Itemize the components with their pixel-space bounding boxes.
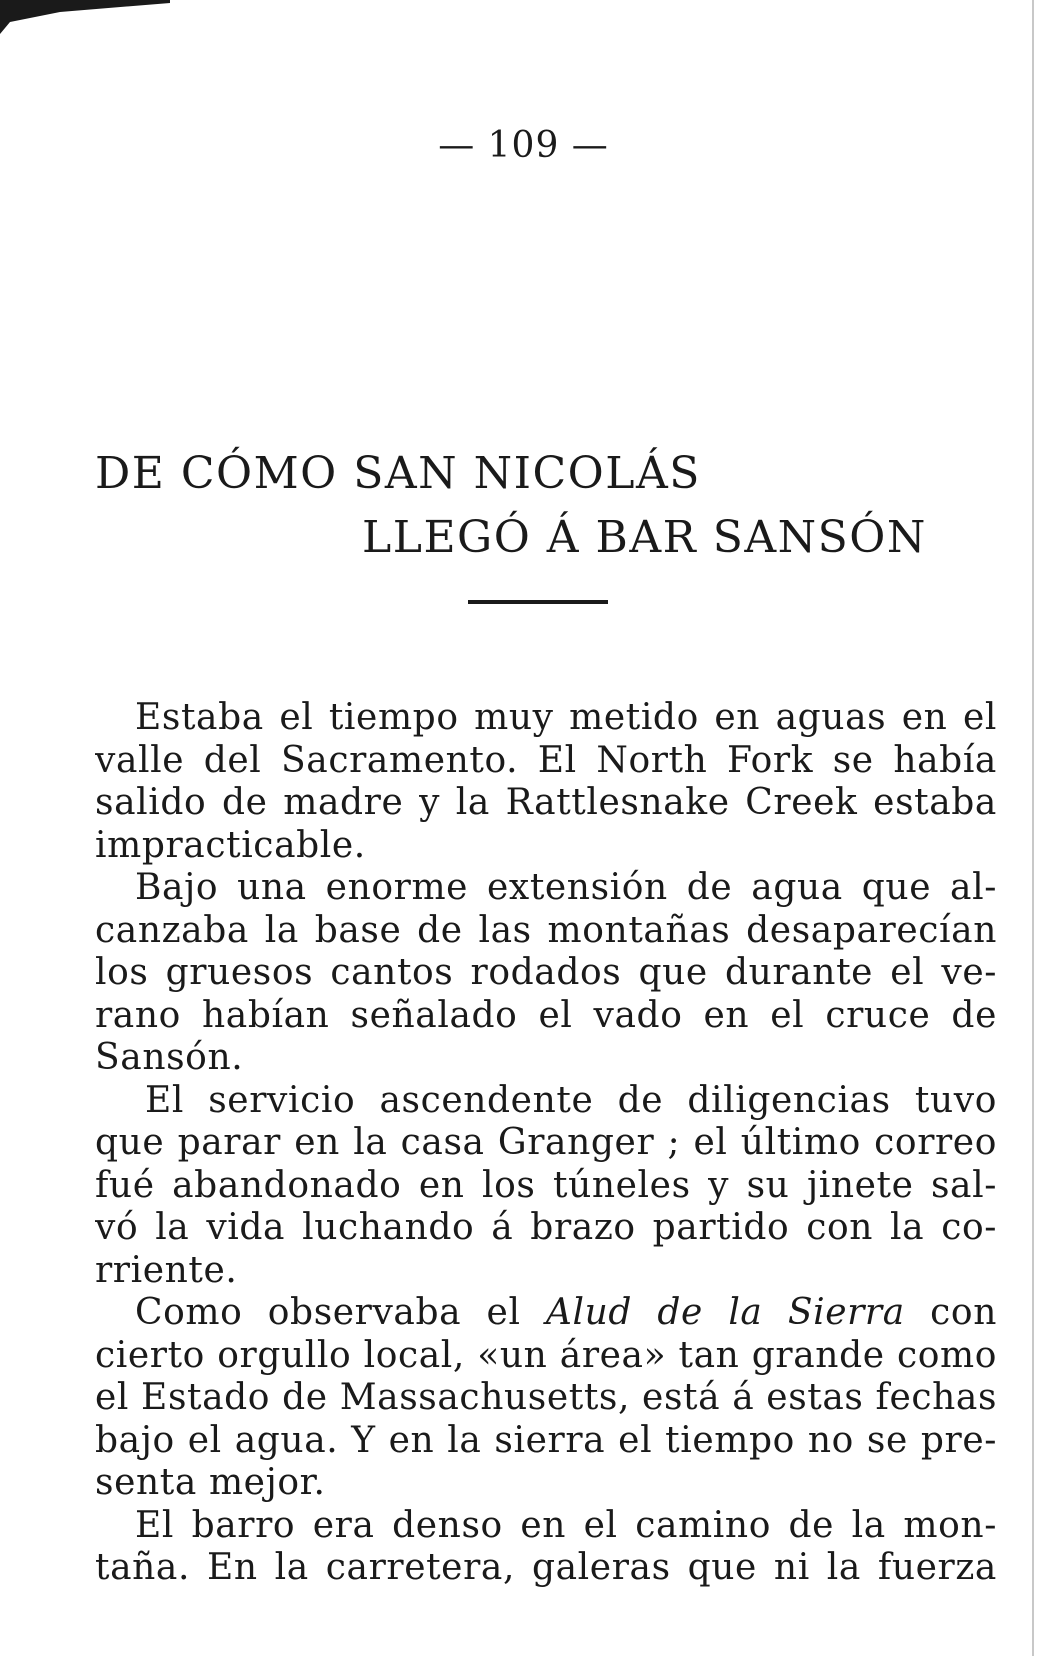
- chapter-title-line-2: LLEGÓ Á BAR SANSÓN: [362, 512, 927, 563]
- scan-page-edge: [1032, 0, 1034, 1656]
- italic-title-run: Alud de la Sierra: [545, 1292, 905, 1333]
- page-number: — 109 —: [438, 125, 609, 166]
- title-divider: [468, 600, 608, 604]
- text-line: cierto orgullo local, «un área» tan grande como: [95, 1334, 997, 1376]
- text-line: rriente.: [95, 1249, 238, 1291]
- body-text: [95, 697, 997, 1590]
- text-line: salido de madre y la Rattlesnake Creek estaba: [95, 782, 997, 823]
- text-line: que parar en la casa Granger ; el último correo: [95, 1122, 997, 1163]
- text-line: fué abandonado en los túneles y su jinete sal-: [95, 1164, 997, 1206]
- text-line: El barro era denso en el camino de la mon-: [135, 1504, 997, 1546]
- text-run: con: [904, 1292, 997, 1333]
- text-line: valle del Sacramento. El North Fork se había: [95, 739, 997, 781]
- chapter-title-line-1: DE CÓMO SAN NICOLÁS: [95, 448, 701, 499]
- text-line: el Estado de Massachusetts, está á estas fechas: [95, 1377, 997, 1418]
- text-line: vó la vida luchando á brazo partido con la co-: [95, 1207, 997, 1248]
- text-line: Bajo una enorme extensión de agua que al-: [135, 867, 997, 908]
- text-line: Estaba el tiempo muy metido en aguas en el: [135, 697, 997, 738]
- scan-corner-mark: [0, 0, 170, 34]
- text-line: canzaba la base de las montañas desaparecían: [95, 909, 997, 951]
- text-line: taña. En la carretera, galeras que ni la fuerza: [95, 1547, 997, 1588]
- text-line: El servicio ascendente de diligencias tuvo: [145, 1079, 997, 1121]
- text-line: rano habían señalado el vado en el cruce de: [95, 994, 997, 1036]
- text-line: senta mejor.: [95, 1462, 326, 1503]
- text-line: Sansón.: [95, 1037, 244, 1078]
- text-line: [95, 1292, 997, 1335]
- text-line: impracticable.: [95, 824, 366, 866]
- text-line: bajo el agua. Y en la sierra el tiempo no se pre-: [95, 1419, 997, 1461]
- text-line: los gruesos cantos rodados que durante el ve-: [95, 952, 997, 993]
- text-run: Como observaba el: [135, 1292, 546, 1333]
